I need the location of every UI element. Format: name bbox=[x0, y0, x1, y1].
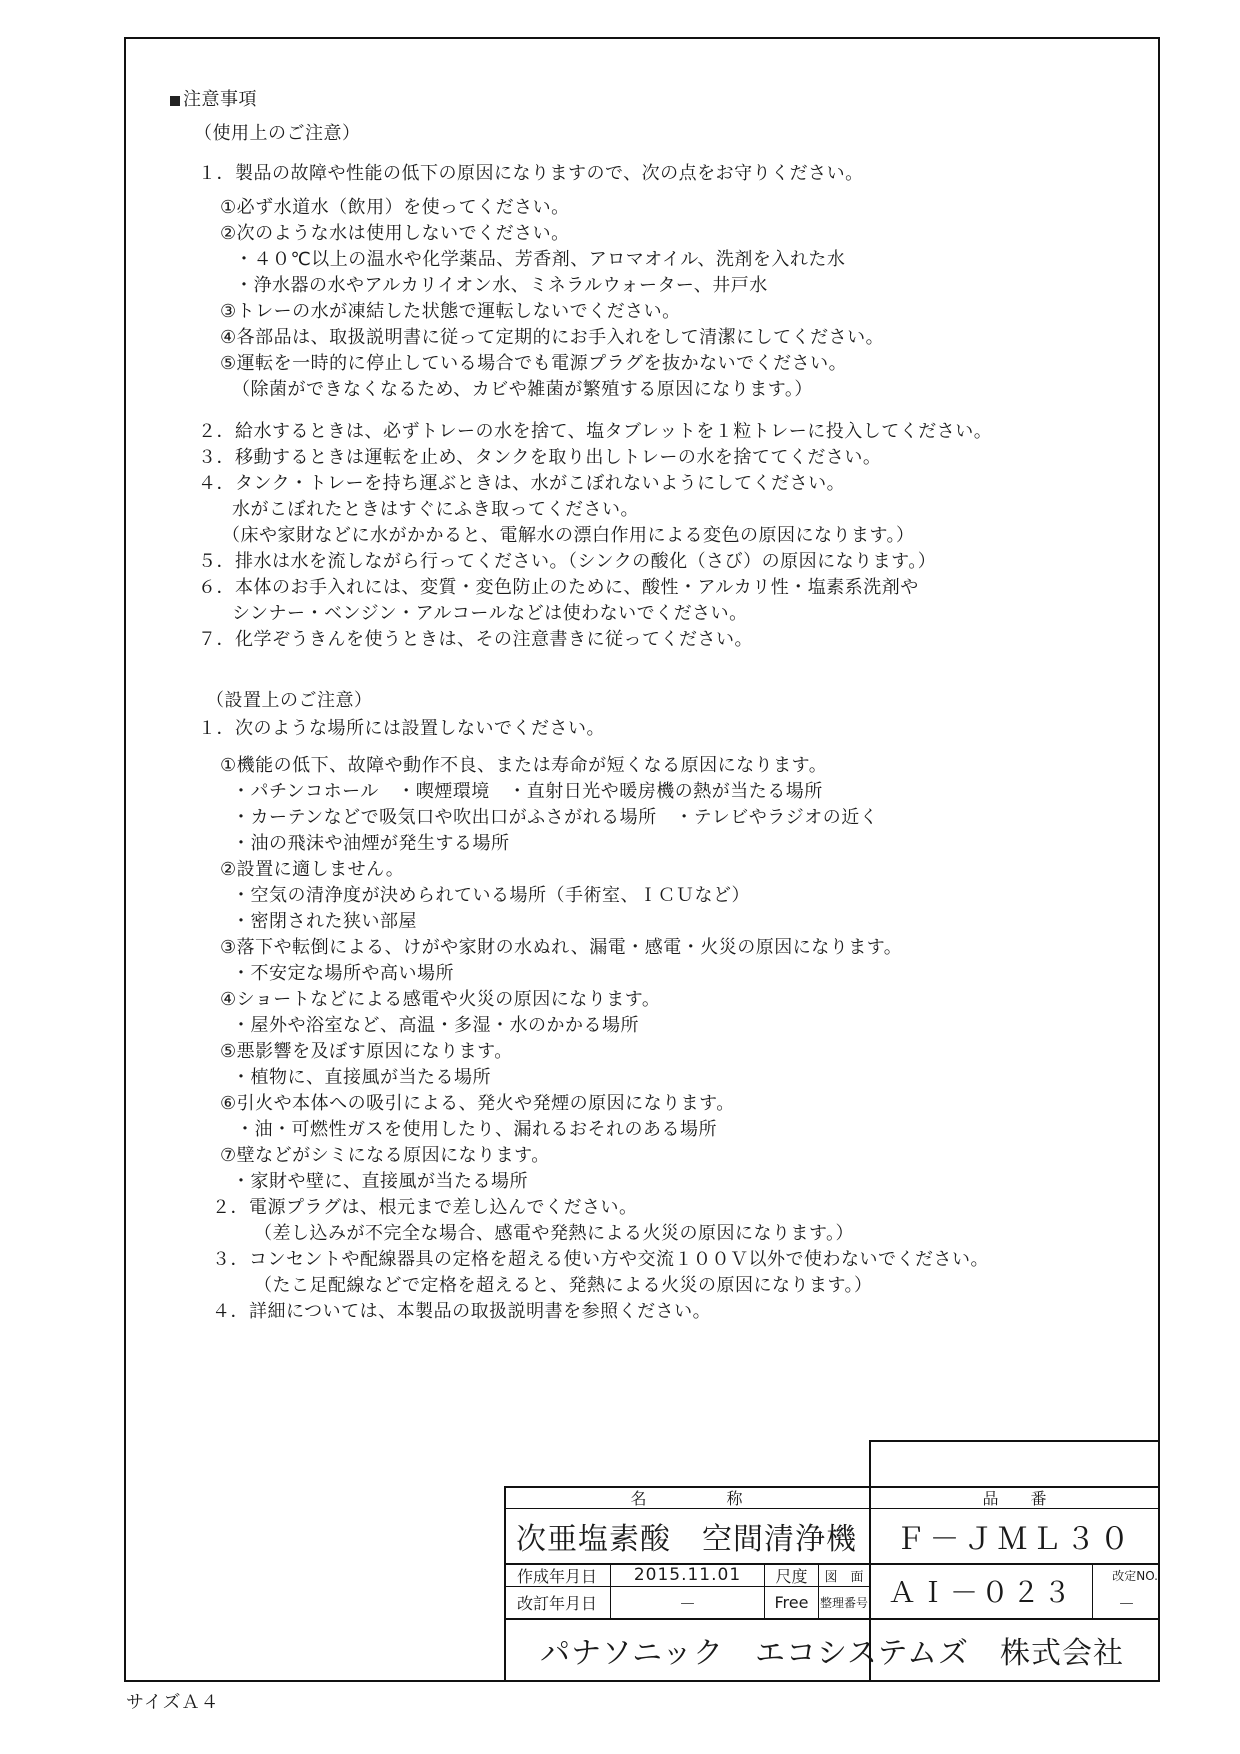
install-line: ・空気の清浄度が決められている場所（手術室、ＩＣＵなど） bbox=[232, 885, 750, 906]
install-line: ・屋外や浴室など、高温・多湿・水のかかる場所 bbox=[232, 1015, 639, 1036]
use-line: ⑤運転を一時的に停止している場合でも電源プラグを抜かないでください。 bbox=[220, 353, 848, 374]
install-line: ４．詳細については、本製品の取扱説明書を参照ください。 bbox=[212, 1301, 712, 1322]
install-line: ①機能の低下、故障や動作不良、または寿命が短くなる原因になります。 bbox=[220, 755, 828, 776]
install-line: ・不安定な場所や高い場所 bbox=[232, 963, 454, 984]
use-line: （床や家財などに水がかかると、電解水の漂白作用による変色の原因になります。） bbox=[222, 525, 915, 546]
install-line: ⑥引火や本体への吸引による、発火や発煙の原因になります。 bbox=[220, 1093, 735, 1114]
notes-heading-row bbox=[170, 89, 257, 111]
install-line: ２．電源プラグは、根元まで差し込んでください。 bbox=[212, 1197, 638, 1218]
install-line: ・密閉された狭い部屋 bbox=[232, 911, 417, 932]
created-date: 2015.11.01 bbox=[633, 1565, 742, 1585]
install-line: ⑦壁などがシミになる原因になります。 bbox=[220, 1145, 550, 1166]
drawing-number: ＡＩ－０２３ bbox=[887, 1576, 1074, 1609]
paper-size-label: サイズＡ４ bbox=[126, 1692, 220, 1713]
use-line: ①必ず水道水（飲用）を使ってください。 bbox=[220, 197, 570, 218]
use-line: ②次のような水は使用しないでください。 bbox=[220, 223, 570, 244]
use-line: ２．給水するときは、必ずトレーの水を捨て、塩タブレットを１粒トレーに投入してください。 bbox=[198, 421, 993, 442]
install-line: ・油の飛沫や油煙が発生する場所 bbox=[232, 833, 510, 854]
use-line: （除菌ができなくなるため、カビや雑菌が繁殖する原因になります。） bbox=[232, 379, 813, 400]
install-line: ・油・可燃性ガスを使用したり、漏れるおそれのある場所 bbox=[236, 1119, 717, 1140]
install-line: （差し込みが不完全な場合、感電や発熱による火災の原因になります。） bbox=[254, 1223, 855, 1244]
install-line: ・カーテンなどで吸気口や吹出口がふさがれる場所 ・テレビやラジオの近く bbox=[232, 807, 879, 828]
drawing-label-number: 整理番号 bbox=[819, 1596, 868, 1610]
use-line: ７．化学ぞうきんを使うときは、その注意書きに従ってください。 bbox=[198, 629, 753, 650]
use-section-title: （使用上のご注意） bbox=[194, 123, 361, 144]
square-bullet-icon bbox=[170, 96, 180, 106]
install-section-title: （設置上のご注意） bbox=[206, 690, 373, 711]
revised-date: － bbox=[679, 1595, 696, 1615]
part-number: Ｆ－ＪＭＬ３０ bbox=[895, 1522, 1134, 1557]
use-line: ４．タンク・トレーを持ち運ぶときは、水がこぼれないようにしてください。 bbox=[198, 473, 846, 494]
install-line: １．次のような場所には設置しないでください。 bbox=[198, 718, 605, 739]
revision-label: 改定NO. bbox=[1112, 1568, 1158, 1583]
install-line: （たこ足配線などで定格を超えると、発熱による火災の原因になります。） bbox=[254, 1275, 873, 1296]
install-line: ・家財や壁に、直接風が当たる場所 bbox=[232, 1171, 528, 1192]
use-line: ④各部品は、取扱説明書に従って定期的にお手入れをして清潔にしてください。 bbox=[220, 327, 885, 348]
rule bbox=[869, 1440, 1160, 1442]
use-line: ・４０℃以上の温水や化学薬品、芳香剤、アロマオイル、洗剤を入れた水 bbox=[235, 249, 846, 270]
use-line: シンナー・ベンジン・アルコールなどは使わないでください。 bbox=[232, 603, 748, 624]
install-line: ③落下や転倒による、けがや家財の水ぬれ、漏電・感電・火災の原因になります。 bbox=[220, 937, 903, 958]
use-line: ６．本体のお手入れには、変質・変色防止のために、酸性・アルカリ性・塩素系洗剤や bbox=[198, 577, 919, 598]
use-line: ３．移動するときは運転を止め、タンクを取り出しトレーの水を捨ててください。 bbox=[198, 447, 882, 468]
use-line: ５．排水は水を流しながら行ってください。（シンクの酸化（さび）の原因になります。） bbox=[198, 551, 937, 572]
name-header: 名 称 bbox=[630, 1489, 743, 1508]
created-label: 作成年月日 bbox=[516, 1566, 597, 1586]
drawing-label: 図 面 bbox=[824, 1569, 864, 1585]
use-line: ③トレーの水が凍結した状態で運転しないでください。 bbox=[220, 301, 681, 322]
install-line: ・植物に、直接風が当たる場所 bbox=[232, 1067, 491, 1088]
revised-label: 改訂年月日 bbox=[516, 1594, 597, 1613]
scale-value: Free bbox=[774, 1593, 809, 1612]
install-line: ⑤悪影響を及ぼす原因になります。 bbox=[220, 1041, 513, 1062]
revision-value: － bbox=[1118, 1595, 1135, 1615]
part-header: 品 番 bbox=[982, 1489, 1047, 1508]
product-name: 次亜塩素酸 空間清浄機 bbox=[516, 1522, 857, 1557]
use-line: １．製品の故障や性能の低下の原因になりますので、次の点をお守りください。 bbox=[198, 163, 864, 184]
company-name: パナソニック エコシステムズ 株式会社 bbox=[540, 1636, 1124, 1671]
install-line: ④ショートなどによる感電や火災の原因になります。 bbox=[220, 989, 661, 1010]
install-line: ・パチンコホール ・喫煙環境 ・直射日光や暖房機の熱が当たる場所 bbox=[232, 781, 823, 802]
scale-label: 尺度 bbox=[775, 1566, 808, 1586]
use-line: ・浄水器の水やアルカリイオン水、ミネラルウォーター、井戸水 bbox=[235, 275, 768, 296]
use-line: 水がこぼれたときはすぐにふき取ってください。 bbox=[232, 499, 639, 520]
notes-heading: 注意事項 bbox=[183, 89, 257, 110]
install-line: ②設置に適しません。 bbox=[220, 859, 405, 880]
install-line: ３．コンセントや配線器具の定格を超える使い方や交流１００Ｖ以外で使わないでください。 bbox=[212, 1249, 989, 1270]
